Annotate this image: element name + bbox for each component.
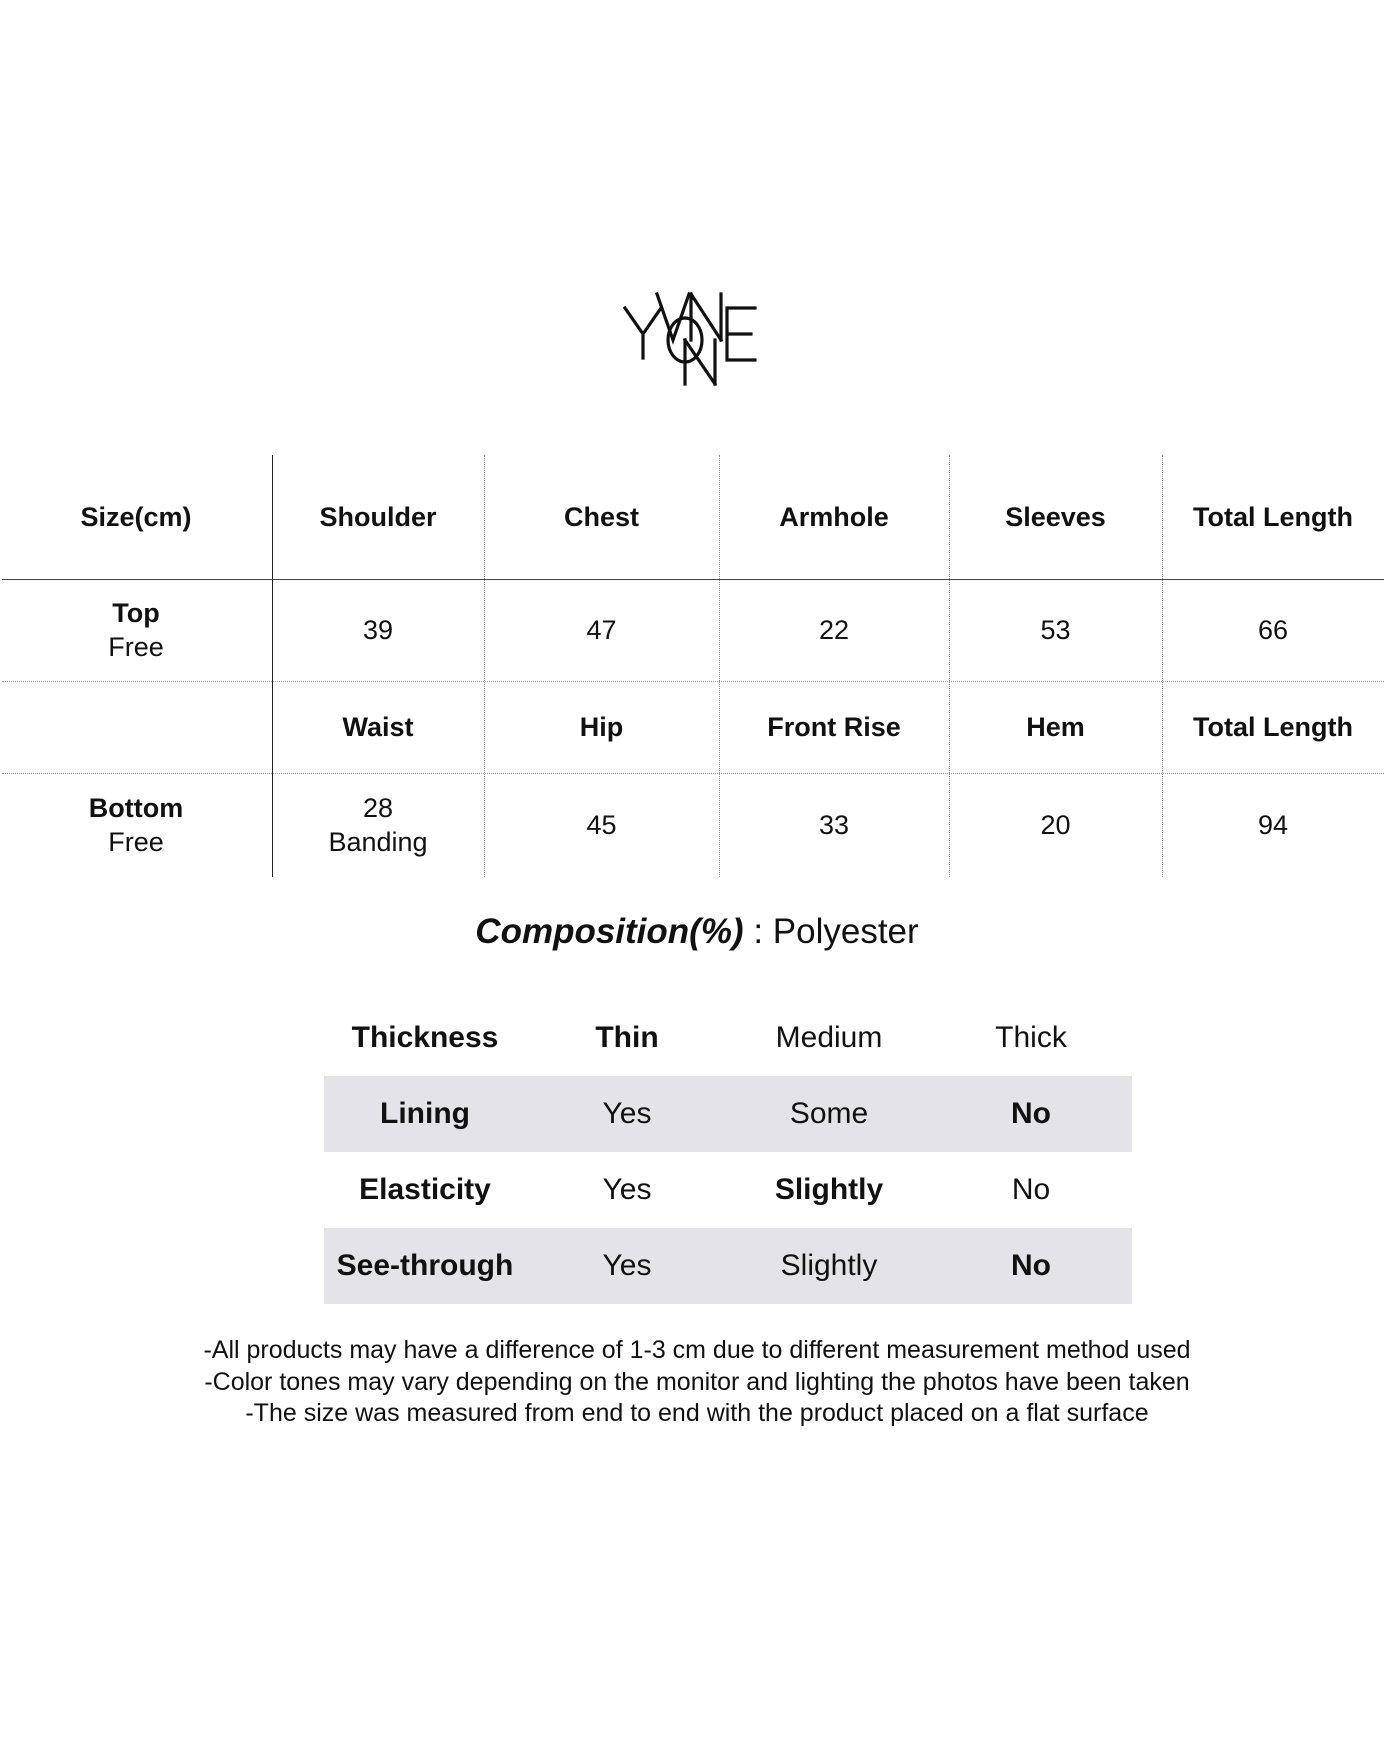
header-total-length: Total Length <box>1193 502 1353 532</box>
fabric-row-elasticity <box>324 1152 1132 1228</box>
note-line: -All products may have a difference of 1-3 cm due to different measurement method used <box>203 1336 1191 1364</box>
composition-label: Composition(%) <box>475 912 744 951</box>
header-front-rise: Front Rise <box>767 712 901 742</box>
bottom-waist-note: Banding <box>328 827 428 857</box>
fabric-option: Slightly <box>780 1249 878 1282</box>
fabric-option: Yes <box>602 1249 652 1282</box>
fabric-option: No <box>1011 1173 1051 1206</box>
bottom-hem-value: 20 <box>1040 810 1071 840</box>
header-armhole: Armhole <box>779 502 889 532</box>
bottom-waist-value: 28 <box>362 793 394 823</box>
header-sleeves: Sleeves <box>1005 502 1106 532</box>
top-size: Free <box>108 632 164 662</box>
fabric-option: Medium <box>775 1021 883 1054</box>
top-chest-value: 47 <box>586 615 617 645</box>
note-line: -The size was measured from end to end with the product placed on a flat surface <box>245 1399 1149 1427</box>
top-size-cell <box>0 579 272 681</box>
fabric-option: No <box>1011 1097 1051 1130</box>
note-line: -Color tones may vary depending on the monitor and lighting the photos have been taken <box>204 1367 1190 1396</box>
brand-logo <box>617 288 777 388</box>
top-shoulder-value: 39 <box>362 615 394 645</box>
fabric-option: Some <box>789 1097 869 1130</box>
fabric-option: Slightly <box>774 1173 884 1206</box>
composition-value: Polyester <box>772 912 919 951</box>
fabric-option: No <box>1011 1249 1051 1282</box>
fabric-row-thickness <box>324 1000 1132 1076</box>
fabric-row-see-through <box>324 1228 1132 1304</box>
bottom-size-cell <box>0 773 272 877</box>
fabric-row-lining <box>324 1076 1132 1152</box>
fabric-properties-table <box>324 1000 1132 1304</box>
fabric-option: Thin <box>595 1021 659 1054</box>
bottom-size: Free <box>108 827 164 857</box>
top-total-length-value: 66 <box>1257 615 1289 645</box>
header-waist: Waist <box>342 712 414 742</box>
fabric-row-name: See-through <box>336 1249 514 1282</box>
composition-line <box>0 910 1394 954</box>
fabric-option: Yes <box>602 1173 652 1206</box>
top-sleeves-value: 53 <box>1040 615 1071 645</box>
header-hip: Hip <box>579 712 624 742</box>
bottom-front-rise-value: 33 <box>818 810 850 840</box>
bottom-hip-value: 45 <box>586 810 617 840</box>
top-armhole-value: 22 <box>818 615 850 645</box>
fabric-row-name: Thickness <box>351 1021 499 1054</box>
fabric-row-name: Lining <box>380 1097 470 1130</box>
header-shoulder: Shoulder <box>319 502 437 532</box>
composition-separator: : <box>743 912 773 951</box>
fabric-option: Yes <box>602 1097 652 1130</box>
top-label: Top <box>112 598 160 628</box>
fabric-row-name: Elasticity <box>359 1173 491 1206</box>
bottom-total-length-value: 94 <box>1257 810 1289 840</box>
header-hem: Hem <box>1026 712 1085 742</box>
measurement-notes <box>0 1335 1394 1430</box>
header-size: Size(cm) <box>80 502 192 532</box>
size-table <box>0 455 1384 880</box>
bottom-waist-cell <box>272 773 484 877</box>
header-bottom-total-length: Total Length <box>1193 712 1353 742</box>
fabric-option: Thick <box>995 1021 1067 1054</box>
bottom-label: Bottom <box>88 793 184 823</box>
header-chest: Chest <box>563 502 639 532</box>
